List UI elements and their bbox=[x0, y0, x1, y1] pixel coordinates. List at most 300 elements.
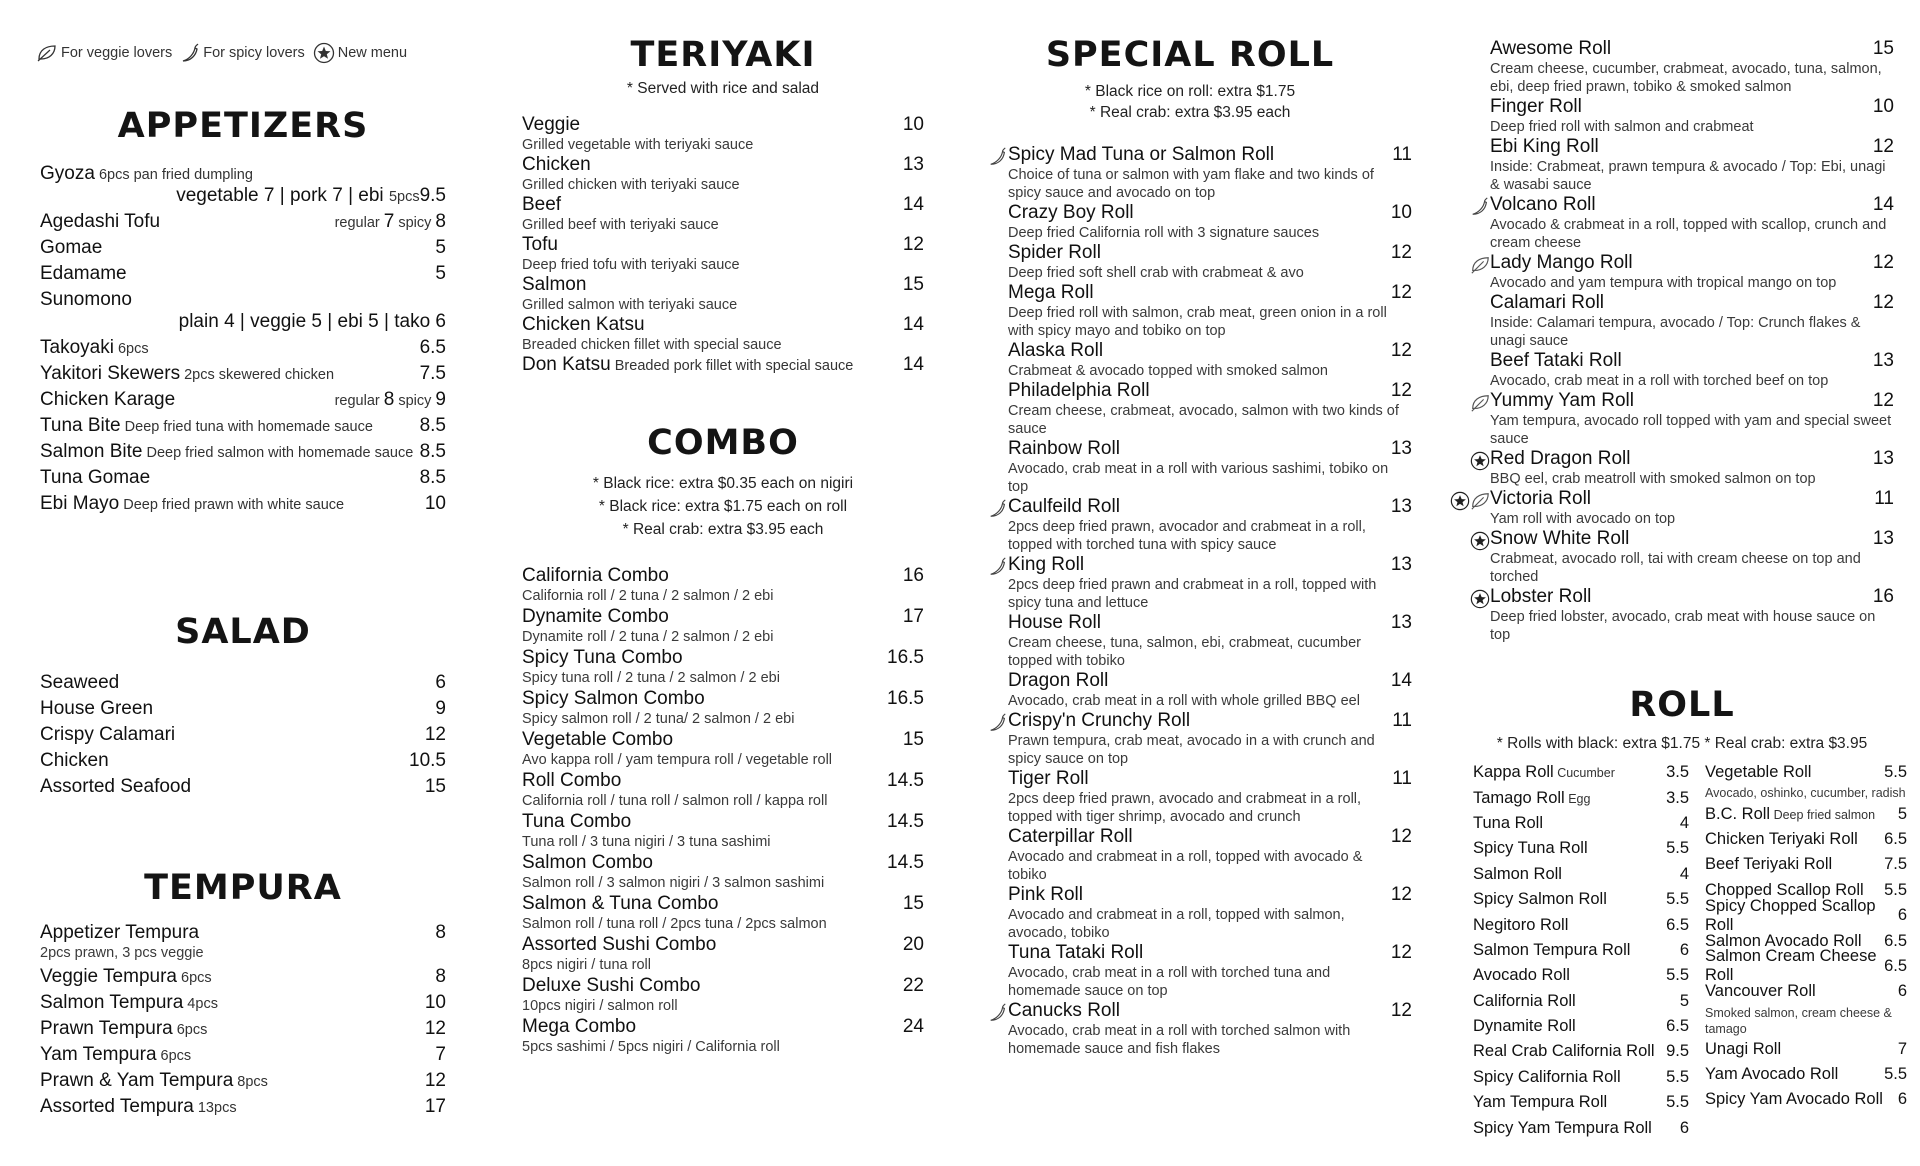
item-name-text: Alaska Roll bbox=[1008, 340, 1104, 361]
split-label: regular bbox=[334, 393, 384, 409]
roll-item bbox=[1473, 1115, 1689, 1140]
item-name-text: Beef bbox=[522, 194, 562, 215]
split-label: regular bbox=[334, 215, 384, 231]
item-name bbox=[1705, 805, 1875, 824]
item-row bbox=[1705, 947, 1907, 985]
item-name-text: Yam Tempura Roll bbox=[1473, 1093, 1608, 1112]
item-row bbox=[40, 289, 446, 311]
item-name-text: California Combo bbox=[522, 565, 669, 586]
item-name-text: Veggie Tempura bbox=[40, 966, 177, 987]
item-price: 20 bbox=[902, 934, 924, 955]
item-row bbox=[1705, 852, 1907, 877]
teriyaki-note: * Served with rice and salad bbox=[626, 80, 820, 97]
item-inline-desc: Deep fried salmon bbox=[1770, 807, 1876, 822]
item-price: 12 bbox=[1872, 136, 1894, 157]
item-row bbox=[1008, 768, 1412, 790]
item-name bbox=[1490, 390, 1634, 412]
chili-icon bbox=[988, 713, 1008, 733]
item-name-text: Tuna Tataki Roll bbox=[1008, 942, 1144, 963]
item-row bbox=[40, 966, 446, 988]
item-row bbox=[1008, 144, 1412, 166]
item-name bbox=[522, 194, 561, 216]
item-name-text: Edamame bbox=[40, 263, 127, 284]
item-name-text: Salmon Combo bbox=[522, 852, 653, 873]
item-description: Tuna roll / 3 tuna nigiri / 3 tuna sashimi bbox=[522, 834, 771, 850]
tempura-heading: TEMPURA bbox=[144, 868, 342, 908]
item-name-text: B.C. Roll bbox=[1705, 804, 1771, 823]
item-row bbox=[40, 776, 446, 798]
teriyaki-item bbox=[522, 114, 924, 154]
item-inline-desc: 2pcs skewered chicken bbox=[180, 367, 335, 383]
item-price: 12 bbox=[1390, 1000, 1412, 1021]
item-name bbox=[1490, 292, 1604, 314]
item-name bbox=[1705, 1065, 1838, 1084]
item-name bbox=[40, 1096, 237, 1118]
item-row bbox=[1008, 438, 1412, 460]
item-name-text: Tuna Combo bbox=[522, 811, 632, 832]
special-roll-heading: SPECIAL ROLL bbox=[1045, 35, 1335, 75]
item-row bbox=[40, 672, 446, 694]
item-name-text: Prawn Tempura bbox=[40, 1018, 173, 1039]
item-name-text: Dynamite Roll bbox=[1473, 1017, 1576, 1036]
item-row bbox=[1490, 586, 1894, 608]
tempura-item bbox=[40, 1044, 446, 1066]
item-row bbox=[1473, 1039, 1689, 1064]
item-price: 6.5 bbox=[1884, 931, 1907, 950]
item-description: Salmon roll / 3 salmon nigiri / 3 salmon sashimi bbox=[522, 875, 825, 891]
item-row bbox=[1473, 862, 1689, 887]
item-name-text: Spicy Tuna Roll bbox=[1473, 839, 1588, 858]
item-description: Inside: Crabmeat, prawn tempura & avocado / Top: Ebi, unagi & wasabi sauce bbox=[1490, 159, 1886, 193]
star-icon bbox=[1470, 589, 1490, 609]
star-icon bbox=[1470, 531, 1490, 551]
special-roll-item bbox=[1008, 670, 1412, 710]
item-description: Avocado, oshinko, cucumber, radish bbox=[1705, 786, 1906, 801]
tempura-item bbox=[40, 1070, 446, 1092]
item-price: 5 bbox=[1679, 991, 1689, 1010]
item-marks bbox=[1470, 589, 1490, 609]
item-name-text: Salmon & Tuna Combo bbox=[522, 893, 719, 914]
appetizer-item bbox=[40, 467, 446, 489]
salad-item bbox=[40, 724, 446, 746]
item-name bbox=[1473, 763, 1615, 782]
item-name-text: Salmon Roll bbox=[1473, 864, 1562, 883]
leaf-icon bbox=[1470, 393, 1490, 413]
combo-note: * Real crab: extra $3.95 each bbox=[622, 521, 824, 538]
teriyaki-list bbox=[522, 114, 924, 376]
item-options bbox=[40, 185, 446, 207]
item-name-text: Spicy California Roll bbox=[1473, 1067, 1621, 1086]
item-name bbox=[1705, 830, 1858, 849]
tempura-item bbox=[40, 1096, 446, 1118]
appetizer-item bbox=[40, 493, 446, 515]
option-unit: 5pcs bbox=[388, 189, 420, 205]
item-description: Avocado, crab meat in a roll with torched salmon with homemade sauce and fish flakes bbox=[1008, 1023, 1351, 1057]
item-price: 16.5 bbox=[887, 647, 924, 668]
option-price: 4 bbox=[224, 311, 235, 332]
item-row bbox=[40, 1070, 446, 1092]
tempura-item bbox=[40, 992, 446, 1014]
roll-item bbox=[1473, 912, 1689, 937]
item-name-text: Pink Roll bbox=[1008, 884, 1083, 905]
item-name bbox=[40, 672, 119, 694]
item-marks bbox=[1470, 451, 1490, 471]
item-name bbox=[1473, 839, 1588, 858]
special-roll-item bbox=[1008, 884, 1412, 942]
item-row bbox=[1008, 942, 1412, 964]
item-name bbox=[40, 337, 149, 359]
item-description: BBQ eel, crab meatroll with smoked salmon on top bbox=[1490, 471, 1816, 487]
star-icon bbox=[1470, 451, 1490, 471]
item-name-text: Tofu bbox=[522, 234, 558, 255]
item-price: 15 bbox=[902, 729, 924, 750]
item-description: Salmon roll / tuna roll / 2pcs tuna / 2pcs salmon bbox=[522, 916, 827, 932]
special-roll-item bbox=[1490, 350, 1894, 390]
item-inline-desc: 6pcs bbox=[176, 970, 212, 986]
item-inline-desc: 13pcs bbox=[193, 1100, 237, 1116]
item-name-text: Chicken bbox=[40, 750, 109, 771]
item-name bbox=[1473, 814, 1543, 833]
item-row bbox=[40, 415, 446, 437]
item-description: Avocado and crabmeat in a roll, topped with salmon, avocado, tobiko bbox=[1008, 907, 1345, 941]
item-description: Cream cheese, tuna, salmon, ebi, crabmeat, cucumber topped with tobiko bbox=[1008, 635, 1361, 669]
chili-icon bbox=[988, 557, 1008, 577]
special-roll-item bbox=[1490, 194, 1894, 252]
item-name bbox=[522, 1016, 636, 1038]
item-price: 14 bbox=[902, 194, 924, 215]
item-row bbox=[522, 606, 924, 628]
item-name bbox=[522, 770, 621, 792]
item-description: Avocado, crab meat in a roll with whole grilled BBQ eel bbox=[1008, 693, 1360, 709]
item-price: 10 bbox=[1872, 96, 1894, 117]
item-inline-desc: Breaded pork fillet with special sauce bbox=[610, 358, 854, 374]
item-name-text: Mega Combo bbox=[522, 1016, 637, 1037]
roll-item bbox=[1473, 989, 1689, 1014]
item-description: Spicy salmon roll / 2 tuna/ 2 salmon / 2 ebi bbox=[522, 711, 795, 727]
item-row bbox=[1705, 896, 1907, 934]
item-row bbox=[1490, 96, 1894, 118]
item-name-text: Awesome Roll bbox=[1490, 38, 1612, 59]
item-name-text: Spider Roll bbox=[1008, 242, 1101, 263]
roll-item bbox=[1473, 1065, 1689, 1090]
item-row bbox=[40, 211, 446, 233]
item-description: Grilled salmon with teriyaki sauce bbox=[522, 297, 738, 313]
item-name-text: House Roll bbox=[1008, 612, 1101, 633]
item-name-text: Gomae bbox=[40, 237, 103, 258]
item-row bbox=[1490, 350, 1894, 372]
combo-heading: COMBO bbox=[647, 423, 799, 463]
legend-new bbox=[313, 42, 407, 64]
item-price: 13 bbox=[1390, 438, 1412, 459]
tempura-item bbox=[40, 966, 446, 988]
special-roll-item bbox=[1490, 586, 1894, 644]
item-row bbox=[522, 194, 924, 216]
item-marks bbox=[988, 499, 1008, 519]
leaf-icon bbox=[1470, 491, 1490, 511]
chili-icon bbox=[988, 499, 1008, 519]
roll-item bbox=[1705, 852, 1907, 877]
item-price: 15 bbox=[902, 274, 924, 295]
item-row bbox=[40, 1018, 446, 1040]
leaf-icon bbox=[36, 44, 58, 62]
combo-item bbox=[522, 688, 924, 728]
item-marks bbox=[1470, 393, 1490, 413]
item-description: 5pcs sashimi / 5pcs nigiri / California roll bbox=[522, 1039, 780, 1055]
item-row bbox=[522, 274, 924, 296]
split-label: spicy bbox=[394, 393, 436, 409]
item-price: 6.5 bbox=[1884, 956, 1907, 975]
item-name-text: Chicken Teriyaki Roll bbox=[1705, 829, 1858, 848]
item-description: Yam tempura, avocado roll topped with yam and special sweet sauce bbox=[1490, 413, 1892, 447]
item-row bbox=[1008, 496, 1412, 518]
item-name bbox=[522, 314, 645, 336]
item-name-text: Agedashi Tofu bbox=[40, 211, 161, 232]
combo-notes bbox=[522, 472, 924, 541]
roll-item bbox=[1473, 963, 1689, 988]
item-name bbox=[1705, 1040, 1781, 1059]
item-name bbox=[1008, 768, 1089, 790]
item-name-text: Unagi Roll bbox=[1705, 1039, 1782, 1058]
item-name bbox=[522, 354, 853, 376]
item-name bbox=[1490, 136, 1599, 158]
item-name-text: Spicy Tuna Combo bbox=[522, 647, 683, 668]
item-name-text: Gyoza bbox=[40, 163, 95, 184]
item-name-text: Tuna Bite bbox=[40, 415, 121, 436]
item-description: Grilled vegetable with teriyaki sauce bbox=[522, 137, 754, 153]
option-name: ebi bbox=[337, 311, 369, 332]
legend-spicy-label: For spicy lovers bbox=[203, 45, 305, 61]
item-name bbox=[1008, 554, 1084, 576]
item-name bbox=[522, 688, 705, 710]
item-description: Avocado, crab meat in a roll with torched tuna and homemade sauce on top bbox=[1008, 965, 1331, 999]
item-description: Deep fried lobster, avocado, crab meat with house sauce on top bbox=[1490, 609, 1876, 643]
item-row bbox=[1490, 194, 1894, 216]
item-row bbox=[40, 337, 446, 359]
item-row bbox=[40, 467, 446, 489]
item-price: 11 bbox=[1874, 488, 1894, 509]
appetizer-item bbox=[40, 363, 446, 385]
item-name bbox=[522, 565, 669, 587]
item-row bbox=[522, 314, 924, 336]
item-price: 7.5 bbox=[419, 363, 446, 384]
appetizer-item bbox=[40, 415, 446, 437]
item-row bbox=[522, 354, 924, 376]
item-price: 5.5 bbox=[1666, 890, 1689, 909]
item-description: Smoked salmon, cream cheese & tamago bbox=[1705, 1005, 1892, 1036]
legend-veggie bbox=[36, 44, 172, 62]
item-name-text: House Green bbox=[40, 698, 154, 719]
item-name-text: Lobster Roll bbox=[1490, 586, 1592, 607]
salad-list bbox=[40, 672, 446, 802]
item-name bbox=[1008, 710, 1190, 732]
item-row bbox=[1008, 242, 1412, 264]
item-price: 5 bbox=[435, 237, 446, 258]
item-description: Avocado and crabmeat in a roll, topped with avocado & tobiko bbox=[1008, 849, 1363, 883]
special-roll-item bbox=[1490, 448, 1894, 488]
special-roll-item bbox=[1490, 488, 1894, 528]
item-price: 3.5 bbox=[1666, 763, 1689, 782]
item-name bbox=[522, 729, 673, 751]
roll-item bbox=[1473, 938, 1689, 963]
roll-item bbox=[1705, 947, 1907, 985]
item-description: Grilled beef with teriyaki sauce bbox=[522, 217, 719, 233]
option-name: ebi bbox=[358, 185, 389, 206]
item-name-text: Salmon Tempura bbox=[40, 992, 184, 1013]
option-price: 9.5 bbox=[419, 185, 446, 206]
item-name-text: Vegetable Combo bbox=[522, 729, 674, 750]
item-row bbox=[40, 363, 446, 385]
item-name bbox=[1473, 1042, 1655, 1061]
item-row bbox=[40, 698, 446, 720]
item-name-text: Negitoro Roll bbox=[1473, 915, 1569, 934]
item-name bbox=[1490, 586, 1591, 608]
item-name-text: Beef Teriyaki Roll bbox=[1705, 855, 1833, 874]
item-description: California roll / 2 tuna / 2 salmon / 2 ebi bbox=[522, 588, 774, 604]
combo-item bbox=[522, 770, 924, 810]
item-price: 7.5 bbox=[1884, 855, 1907, 874]
item-inline-desc: Deep fried salmon with homemade sauce bbox=[142, 445, 414, 461]
item-price: 13 bbox=[1390, 612, 1412, 633]
option-name: tako bbox=[394, 311, 436, 332]
combo-item bbox=[522, 729, 924, 769]
item-name-text: Snow White Roll bbox=[1490, 528, 1630, 549]
combo-item bbox=[522, 1016, 924, 1056]
item-price: 8 bbox=[435, 966, 446, 987]
item-price: 11 bbox=[1392, 768, 1412, 789]
roll-item bbox=[1705, 1062, 1907, 1087]
item-row bbox=[522, 893, 924, 915]
item-price: 8.5 bbox=[419, 415, 446, 436]
chili-icon bbox=[1470, 197, 1490, 217]
item-name-text: Chicken Karage bbox=[40, 389, 176, 410]
item-price: 14 bbox=[1390, 670, 1412, 691]
special-roll-item bbox=[1490, 136, 1894, 194]
item-price: 4 bbox=[1679, 813, 1689, 832]
item-name bbox=[522, 154, 591, 176]
item-price: 11 bbox=[1392, 710, 1412, 731]
item-row bbox=[40, 389, 446, 411]
roll-item bbox=[1473, 811, 1689, 836]
item-price: 16.5 bbox=[887, 688, 924, 709]
item-name bbox=[522, 934, 716, 956]
special-roll-item bbox=[1008, 612, 1412, 670]
item-row bbox=[1008, 612, 1412, 634]
option-name: pork bbox=[289, 185, 333, 206]
item-name-text: Victoria Roll bbox=[1490, 488, 1592, 509]
combo-item bbox=[522, 565, 924, 605]
teriyaki-item bbox=[522, 154, 924, 194]
special-roll-item bbox=[1008, 380, 1412, 438]
item-description: Prawn tempura, crab meat, avocado in a with crunch and spicy sauce on top bbox=[1008, 733, 1375, 767]
item-price: 12 bbox=[424, 724, 446, 745]
item-name bbox=[1473, 890, 1607, 909]
item-name bbox=[1705, 763, 1811, 782]
item-name-text: Caterpillar Roll bbox=[1008, 826, 1133, 847]
item-name bbox=[1473, 992, 1576, 1011]
item-name-text: Dynamite Combo bbox=[522, 606, 669, 627]
item-description: Inside: Calamari tempura, avocado / Top: Crunch flakes & unagi sauce bbox=[1490, 315, 1861, 349]
item-row bbox=[522, 154, 924, 176]
item-row bbox=[1490, 528, 1894, 550]
combo-item bbox=[522, 647, 924, 687]
split-price: 8 bbox=[383, 389, 395, 410]
item-price: 16 bbox=[1872, 586, 1894, 607]
item-name bbox=[1473, 941, 1630, 960]
item-name bbox=[40, 211, 160, 233]
item-name-text: Spicy Chopped Scallop Roll bbox=[1705, 896, 1876, 934]
item-name-text: Vancouver Roll bbox=[1705, 982, 1816, 1001]
item-inline-desc: Egg bbox=[1564, 791, 1591, 806]
option-separator: | bbox=[234, 311, 251, 332]
item-description: Avo kappa roll / yam tempura roll / vegetable roll bbox=[522, 752, 833, 768]
item-row bbox=[1705, 1037, 1907, 1062]
item-name bbox=[1490, 350, 1622, 372]
item-description: 2pcs deep fried prawn and crabmeat in a roll, topped with spicy tuna and lettuce bbox=[1008, 577, 1377, 611]
item-row bbox=[1473, 1115, 1689, 1140]
item-name-text: Philadelphia Roll bbox=[1008, 380, 1150, 401]
item-description: 8pcs nigiri / tuna roll bbox=[522, 957, 651, 973]
special-roll-item bbox=[1008, 282, 1412, 340]
item-price: 24 bbox=[902, 1016, 924, 1037]
item-row bbox=[1490, 292, 1894, 314]
item-price: 12 bbox=[424, 1070, 446, 1091]
item-name-text: Spicy Yam Tempura Roll bbox=[1473, 1118, 1652, 1137]
item-marks bbox=[988, 713, 1008, 733]
item-price: 5.5 bbox=[1666, 1093, 1689, 1112]
special-roll-item bbox=[1008, 942, 1412, 1000]
option-price: 6 bbox=[435, 311, 446, 332]
roll-item bbox=[1473, 1014, 1689, 1039]
item-description: California roll / tuna roll / salmon roll / kappa roll bbox=[522, 793, 828, 809]
item-description: Breaded chicken fillet with special sauce bbox=[522, 337, 782, 353]
item-name-text: Salmon Bite bbox=[40, 441, 143, 462]
item-price: 12 bbox=[424, 1018, 446, 1039]
item-row bbox=[1008, 710, 1412, 732]
item-name-text: Spicy Mad Tuna or Salmon Roll bbox=[1008, 144, 1275, 165]
item-price: 14 bbox=[1872, 194, 1894, 215]
split-price: 8 bbox=[435, 211, 446, 232]
item-description: Avocado, crab meat in a roll with various sashimi, tobiko on top bbox=[1008, 461, 1389, 495]
item-row bbox=[522, 234, 924, 256]
item-name-text: Crispy'n Crunchy Roll bbox=[1008, 710, 1191, 731]
item-price: 6 bbox=[1679, 940, 1689, 959]
item-name bbox=[1473, 916, 1568, 935]
special-roll-item bbox=[1490, 96, 1894, 136]
item-name-text: Prawn & Yam Tempura bbox=[40, 1070, 234, 1091]
chili-icon bbox=[988, 147, 1008, 167]
roll-item bbox=[1705, 1037, 1907, 1062]
item-row bbox=[1473, 1090, 1689, 1115]
roll-item bbox=[1705, 827, 1907, 852]
item-name bbox=[40, 750, 109, 772]
salad-item bbox=[40, 698, 446, 720]
item-name bbox=[1008, 202, 1134, 224]
item-name bbox=[40, 698, 153, 720]
special-roll-item bbox=[1490, 38, 1894, 96]
item-row bbox=[1473, 887, 1689, 912]
special-roll-item bbox=[1490, 528, 1894, 586]
item-name bbox=[522, 274, 586, 296]
item-row bbox=[40, 441, 446, 463]
item-name-text: California Roll bbox=[1473, 991, 1576, 1010]
item-name bbox=[1473, 865, 1562, 884]
item-name-text: Tuna Gomae bbox=[40, 467, 151, 488]
item-marks bbox=[1470, 255, 1490, 275]
item-name-text: Rainbow Roll bbox=[1008, 438, 1120, 459]
item-price: 15 bbox=[1872, 38, 1894, 59]
item-row bbox=[1490, 136, 1894, 158]
item-row bbox=[522, 934, 924, 956]
